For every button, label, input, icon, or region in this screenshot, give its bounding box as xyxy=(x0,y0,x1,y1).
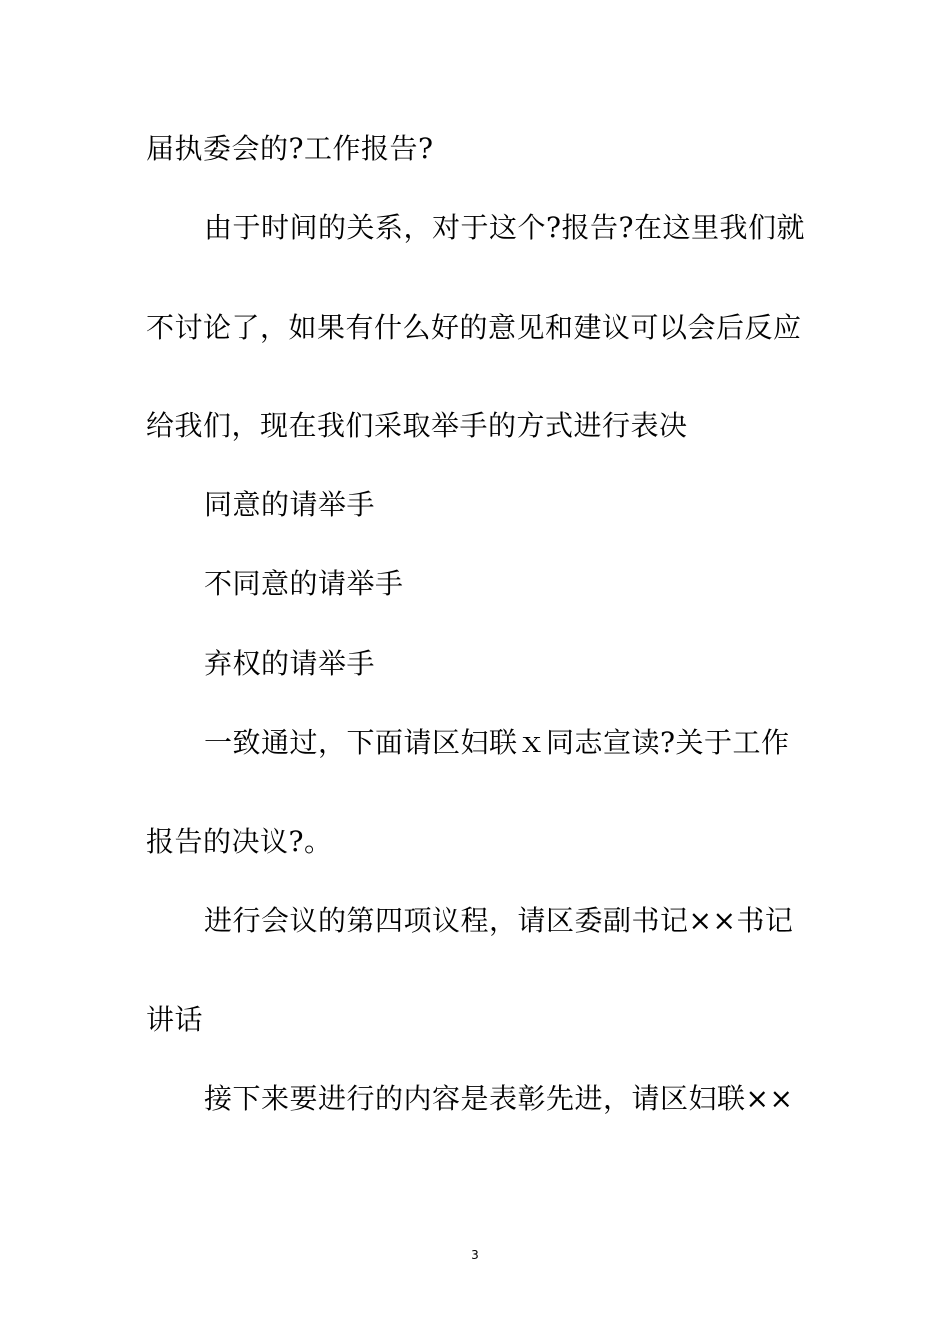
text-line-2: 由于时间的关系，对于这个?报告?在这里我们就 xyxy=(204,211,806,244)
text-line-3: 不讨论了，如果有什么好的意见和建议可以会后反应 xyxy=(146,311,802,344)
text-line-8: 一致通过，下面请区妇联ｘ同志宣读?关于工作 xyxy=(204,726,790,759)
text-line-10: 进行会议的第四项议程，请区委副书记××书记 xyxy=(204,904,794,937)
text-line-11: 讲话 xyxy=(146,1003,204,1036)
text-line-7: 弃权的请举手 xyxy=(204,647,376,680)
text-line-1: 届执委会的?工作报告? xyxy=(146,132,434,165)
page-number: 3 xyxy=(471,1248,479,1262)
text-line-9: 报告的决议?。 xyxy=(146,825,333,858)
text-line-12: 接下来要进行的内容是表彰先进，请区妇联×× xyxy=(204,1082,794,1115)
text-line-4: 给我们，现在我们采取举手的方式进行表决 xyxy=(146,409,688,442)
text-line-6: 不同意的请举手 xyxy=(204,567,404,600)
text-line-5: 同意的请举手 xyxy=(204,488,376,521)
